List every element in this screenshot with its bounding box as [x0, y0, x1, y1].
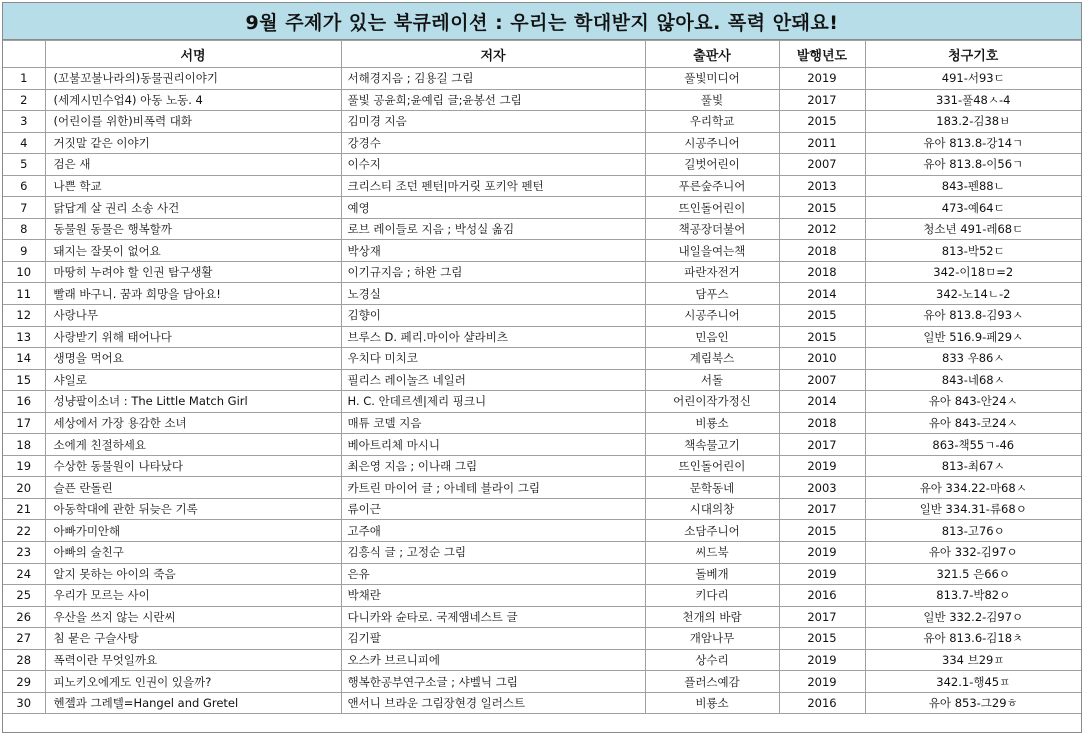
cell-publisher: 소담주니어 [645, 520, 779, 542]
table-row [3, 628, 1081, 650]
cell-year: 2019 [779, 563, 865, 585]
cell-title: 동물원 동물은 행복할까 [45, 218, 341, 240]
cell-publisher: 계림북스 [645, 348, 779, 370]
table-row [3, 369, 1081, 391]
cell-author: 박상재 [341, 240, 645, 262]
cell-title: 아동학대에 관한 뒤늦은 기록 [45, 498, 341, 520]
cell-call-number: 843-네68ㅅ [865, 369, 1081, 391]
column-header-no [3, 41, 45, 68]
cell-year: 2010 [779, 348, 865, 370]
cell-author: 서해경지음 ; 김용길 그림 [341, 68, 645, 90]
cell-no: 2 [3, 89, 45, 111]
cell-no: 17 [3, 412, 45, 434]
cell-author: 오스카 브르니피에 [341, 649, 645, 671]
cell-year: 2015 [779, 197, 865, 219]
cell-call-number: 183.2-김38ㅂ [865, 111, 1081, 133]
cell-publisher: 내일을여는책 [645, 240, 779, 262]
cell-title: (세계시민수업4) 아동 노동. 4 [45, 89, 341, 111]
cell-publisher: 민음인 [645, 326, 779, 348]
cell-title: 세상에서 가장 용감한 소녀 [45, 412, 341, 434]
cell-publisher: 키다리 [645, 585, 779, 607]
cell-author: 필리스 레이놀즈 네일러 [341, 369, 645, 391]
table-row [3, 391, 1081, 413]
cell-title: 검은 새 [45, 154, 341, 176]
table-row [3, 692, 1081, 714]
cell-call-number: 유아 334.22-마68ㅅ [865, 477, 1081, 499]
cell-title: 돼지는 잘못이 없어요 [45, 240, 341, 262]
cell-call-number: 유아 332-김97ㅇ [865, 542, 1081, 564]
cell-author: 매튜 코델 지음 [341, 412, 645, 434]
table-row [3, 498, 1081, 520]
cell-no: 13 [3, 326, 45, 348]
cell-author: 박채란 [341, 585, 645, 607]
cell-author: 고주애 [341, 520, 645, 542]
cell-call-number: 일반 516.9-페29ㅅ [865, 326, 1081, 348]
table-row [3, 89, 1081, 111]
column-header-call-number: 청구기호 [865, 41, 1081, 68]
cell-year: 2007 [779, 369, 865, 391]
table-row [3, 132, 1081, 154]
table-row [3, 348, 1081, 370]
cell-publisher: 파란자전거 [645, 261, 779, 283]
cell-year: 2017 [779, 606, 865, 628]
cell-call-number: 342-노14ㄴ-2 [865, 283, 1081, 305]
cell-title: 거짓말 같은 이야기 [45, 132, 341, 154]
cell-author: 베아트리체 마시니 [341, 434, 645, 456]
cell-no: 23 [3, 542, 45, 564]
cell-title: 아빠의 술친구 [45, 542, 341, 564]
cell-title: 생명을 먹어요 [45, 348, 341, 370]
cell-year: 2019 [779, 68, 865, 90]
cell-call-number: 유아 813.8-이56ㄱ [865, 154, 1081, 176]
cell-no: 9 [3, 240, 45, 262]
cell-year: 2007 [779, 154, 865, 176]
table-row [3, 542, 1081, 564]
cell-author: 예영 [341, 197, 645, 219]
column-header-author: 저자 [341, 41, 645, 68]
cell-author: 풀빛 공윤희;윤예림 글;윤봉선 그림 [341, 89, 645, 111]
cell-call-number: 491-서93ㄷ [865, 68, 1081, 90]
cell-call-number: 342-이18ㅁ=2 [865, 261, 1081, 283]
cell-call-number: 유아 853-그29ㅎ [865, 692, 1081, 714]
cell-publisher: 시대의창 [645, 498, 779, 520]
cell-publisher: 시공주니어 [645, 132, 779, 154]
cell-publisher: 뜨인돌어린이 [645, 455, 779, 477]
cell-title: 성냥팔이소녀 : The Little Match Girl [45, 391, 341, 413]
table-row [3, 585, 1081, 607]
cell-call-number: 813.7-박82ㅇ [865, 585, 1081, 607]
table-row [3, 175, 1081, 197]
cell-title: 수상한 동물원이 나타났다 [45, 455, 341, 477]
cell-publisher: 씨드북 [645, 542, 779, 564]
table-row [3, 671, 1081, 693]
cell-call-number: 473-예64ㄷ [865, 197, 1081, 219]
cell-call-number: 843-펜88ㄴ [865, 175, 1081, 197]
cell-title: 아빠가미안해 [45, 520, 341, 542]
table-row [3, 154, 1081, 176]
cell-author: 김향이 [341, 305, 645, 327]
cell-year: 2011 [779, 132, 865, 154]
table-row [3, 455, 1081, 477]
cell-title: (어린이를 위한)비폭력 대화 [45, 111, 341, 133]
cell-author: 강경수 [341, 132, 645, 154]
cell-call-number: 유아 813.8-김93ㅅ [865, 305, 1081, 327]
cell-publisher: 상수리 [645, 649, 779, 671]
cell-author: 이수지 [341, 154, 645, 176]
cell-no: 1 [3, 68, 45, 90]
cell-publisher: 비룡소 [645, 692, 779, 714]
table-row [3, 283, 1081, 305]
cell-no: 4 [3, 132, 45, 154]
cell-no: 22 [3, 520, 45, 542]
cell-author: 행복한공부연구소글 ; 샤벨닉 그림 [341, 671, 645, 693]
cell-year: 2017 [779, 89, 865, 111]
cell-title: 빨래 바구니. 꿈과 희망을 담아요! [45, 283, 341, 305]
cell-no: 25 [3, 585, 45, 607]
cell-year: 2017 [779, 498, 865, 520]
cell-title: 샤일로 [45, 369, 341, 391]
cell-no: 7 [3, 197, 45, 219]
cell-call-number: 유아 843-코24ㅅ [865, 412, 1081, 434]
cell-no: 18 [3, 434, 45, 456]
cell-publisher: 길벗어린이 [645, 154, 779, 176]
cell-author: 브루스 D. 페리.마이아 샬라비츠 [341, 326, 645, 348]
cell-publisher: 문학동네 [645, 477, 779, 499]
cell-no: 21 [3, 498, 45, 520]
cell-call-number: 유아 843-안24ㅅ [865, 391, 1081, 413]
table-row [3, 563, 1081, 585]
cell-publisher: 서돌 [645, 369, 779, 391]
cell-publisher: 뜨인돌어린이 [645, 197, 779, 219]
cell-year: 2014 [779, 391, 865, 413]
cell-year: 2012 [779, 218, 865, 240]
cell-publisher: 어린이작가정신 [645, 391, 779, 413]
cell-publisher: 푸른숲주니어 [645, 175, 779, 197]
cell-no: 28 [3, 649, 45, 671]
cell-year: 2019 [779, 649, 865, 671]
cell-publisher: 비룡소 [645, 412, 779, 434]
cell-no: 6 [3, 175, 45, 197]
cell-title: 헨젤과 그레텔=Hangel and Gretel [45, 692, 341, 714]
table-row [3, 261, 1081, 283]
cell-no: 20 [3, 477, 45, 499]
cell-author: 최은영 지음 ; 이나래 그림 [341, 455, 645, 477]
cell-call-number: 813-최67ㅅ [865, 455, 1081, 477]
cell-no: 5 [3, 154, 45, 176]
cell-author: 우치다 미치코 [341, 348, 645, 370]
cell-author: 은유 [341, 563, 645, 585]
cell-no: 26 [3, 606, 45, 628]
cell-no: 8 [3, 218, 45, 240]
cell-no: 3 [3, 111, 45, 133]
table-row [3, 520, 1081, 542]
cell-year: 2015 [779, 305, 865, 327]
cell-author: H. C. 안데르센|제리 핑크니 [341, 391, 645, 413]
cell-year: 2019 [779, 455, 865, 477]
table-row [3, 218, 1081, 240]
cell-publisher: 플러스예감 [645, 671, 779, 693]
cell-title: 사랑받기 위해 태어나다 [45, 326, 341, 348]
cell-year: 2018 [779, 240, 865, 262]
cell-title: 사랑나무 [45, 305, 341, 327]
cell-publisher: 풀빛미디어 [645, 68, 779, 90]
cell-author: 김흥식 글 ; 고정순 그림 [341, 542, 645, 564]
cell-publisher: 담푸스 [645, 283, 779, 305]
table-row [3, 412, 1081, 434]
header-row [3, 41, 1081, 68]
cell-year: 2014 [779, 283, 865, 305]
cell-year: 2015 [779, 326, 865, 348]
cell-title: (꼬불꼬불나라의)동물권리이야기 [45, 68, 341, 90]
cell-year: 2003 [779, 477, 865, 499]
cell-call-number: 813-박52ㄷ [865, 240, 1081, 262]
cell-publisher: 우리학교 [645, 111, 779, 133]
cell-author: 노경실 [341, 283, 645, 305]
cell-publisher: 책공장더불어 [645, 218, 779, 240]
cell-title: 피노키오에게도 인권이 있을까? [45, 671, 341, 693]
cell-publisher: 풀빛 [645, 89, 779, 111]
cell-year: 2016 [779, 692, 865, 714]
cell-call-number: 863-책55ㄱ-46 [865, 434, 1081, 456]
column-header-publisher: 출판사 [645, 41, 779, 68]
cell-year: 2015 [779, 628, 865, 650]
cell-year: 2018 [779, 412, 865, 434]
cell-call-number: 334 브29ㅍ [865, 649, 1081, 671]
cell-call-number: 813-고76ㅇ [865, 520, 1081, 542]
cell-author: 이기규지음 ; 하완 그림 [341, 261, 645, 283]
cell-call-number: 청소년 491-레68ㄷ [865, 218, 1081, 240]
cell-title: 마땅히 누려야 할 인권 탐구생활 [45, 261, 341, 283]
column-header-year: 발행년도 [779, 41, 865, 68]
cell-publisher: 개암나무 [645, 628, 779, 650]
cell-year: 2017 [779, 434, 865, 456]
cell-year: 2013 [779, 175, 865, 197]
cell-title: 폭력이란 무엇일까요 [45, 649, 341, 671]
cell-no: 27 [3, 628, 45, 650]
cell-call-number: 일반 332.2-김97ㅇ [865, 606, 1081, 628]
cell-call-number: 유아 813.8-강14ㄱ [865, 132, 1081, 154]
cell-author: 로브 레이들로 지음 ; 박성실 옮김 [341, 218, 645, 240]
sheet-title: 9월 주제가 있는 북큐레이션 : 우리는 학대받지 않아요. 폭력 안돼요! [3, 3, 1081, 40]
cell-call-number: 331-풀48ㅅ-4 [865, 89, 1081, 111]
cell-publisher: 천개의 바람 [645, 606, 779, 628]
cell-year: 2015 [779, 520, 865, 542]
table-row [3, 434, 1081, 456]
cell-title: 나쁜 학교 [45, 175, 341, 197]
cell-title: 슬픈 란돌린 [45, 477, 341, 499]
cell-year: 2019 [779, 671, 865, 693]
cell-year: 2015 [779, 111, 865, 133]
table-row [3, 649, 1081, 671]
table-body [3, 68, 1081, 714]
table-row [3, 240, 1081, 262]
cell-no: 16 [3, 391, 45, 413]
cell-year: 2018 [779, 261, 865, 283]
cell-no: 15 [3, 369, 45, 391]
cell-title: 우산을 쓰지 않는 시란씨 [45, 606, 341, 628]
table-row [3, 111, 1081, 133]
table-row [3, 477, 1081, 499]
cell-publisher: 시공주니어 [645, 305, 779, 327]
cell-no: 14 [3, 348, 45, 370]
cell-no: 12 [3, 305, 45, 327]
column-header-title: 서명 [45, 41, 341, 68]
cell-no: 29 [3, 671, 45, 693]
cell-call-number: 일반 334.31-류68ㅇ [865, 498, 1081, 520]
cell-no: 11 [3, 283, 45, 305]
table-row [3, 68, 1081, 90]
table-row [3, 606, 1081, 628]
cell-author: 다니카와 슌타로. 국제앰네스트 글 [341, 606, 645, 628]
cell-title: 알지 못하는 아이의 죽음 [45, 563, 341, 585]
cell-call-number: 833 우86ㅅ [865, 348, 1081, 370]
cell-call-number: 유아 813.6-김18ㅊ [865, 628, 1081, 650]
table-row [3, 305, 1081, 327]
cell-author: 김미경 지음 [341, 111, 645, 133]
cell-publisher: 책속물고기 [645, 434, 779, 456]
cell-no: 24 [3, 563, 45, 585]
cell-call-number: 342.1-행45ㅍ [865, 671, 1081, 693]
cell-year: 2016 [779, 585, 865, 607]
cell-author: 앤서니 브라운 그림장현경 일러스트 [341, 692, 645, 714]
cell-title: 침 묻은 구슬사탕 [45, 628, 341, 650]
cell-author: 카트린 마이어 글 ; 아네테 블라이 그림 [341, 477, 645, 499]
curation-sheet [2, 2, 1082, 733]
cell-publisher: 돌베개 [645, 563, 779, 585]
cell-author: 김기팔 [341, 628, 645, 650]
cell-title: 소에게 친절하세요 [45, 434, 341, 456]
cell-title: 닭답게 살 권리 소송 사건 [45, 197, 341, 219]
cell-year: 2019 [779, 542, 865, 564]
cell-call-number: 321.5 은66ㅇ [865, 563, 1081, 585]
cell-no: 30 [3, 692, 45, 714]
cell-author: 류이근 [341, 498, 645, 520]
table-row [3, 326, 1081, 348]
cell-title: 우리가 모르는 사이 [45, 585, 341, 607]
cell-author: 크리스티 조던 펜턴|마거릿 포키악 펜턴 [341, 175, 645, 197]
book-table [3, 40, 1081, 714]
table-row [3, 197, 1081, 219]
cell-no: 19 [3, 455, 45, 477]
cell-no: 10 [3, 261, 45, 283]
